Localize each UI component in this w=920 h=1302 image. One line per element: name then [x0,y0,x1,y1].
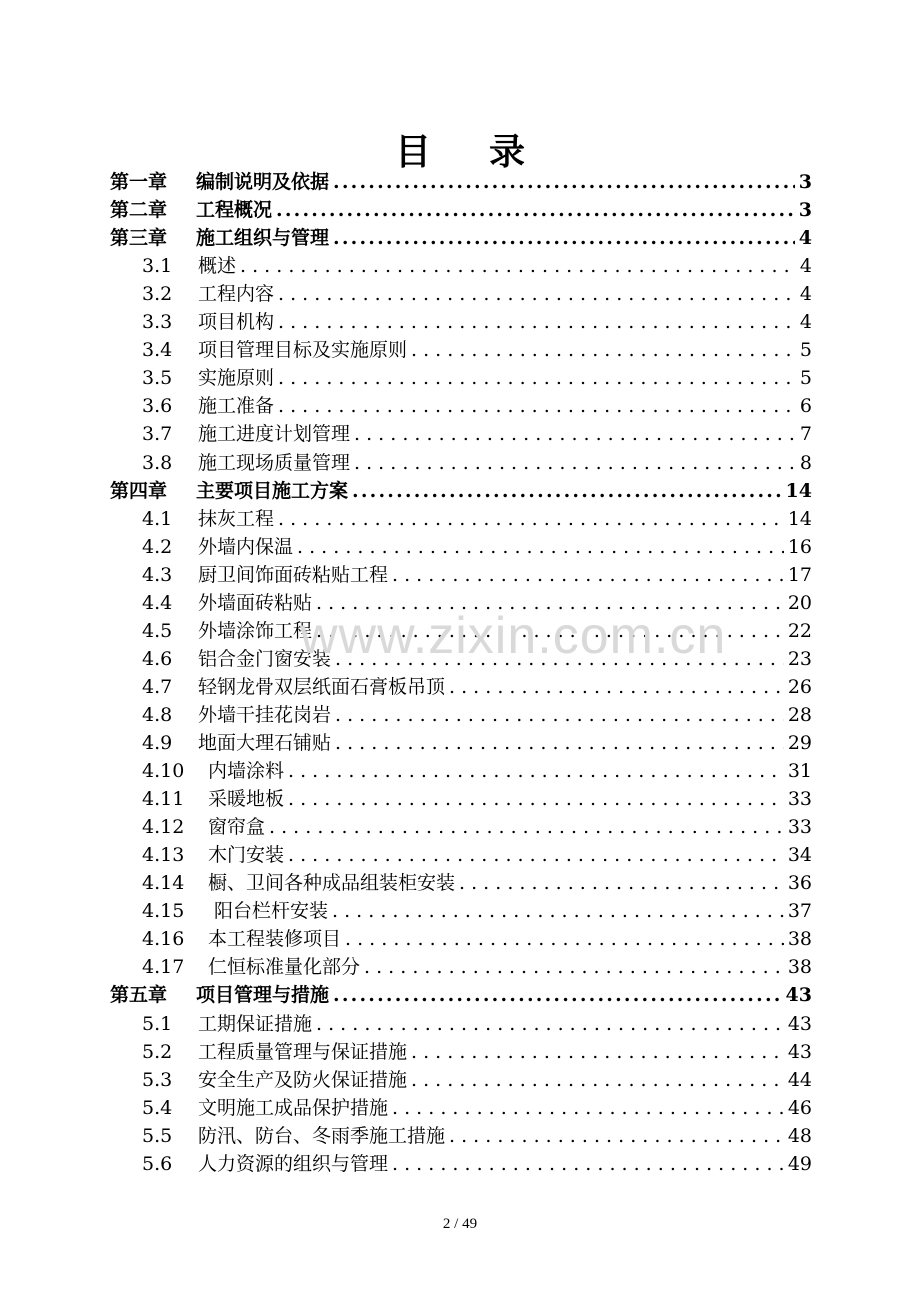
entry-page-number: 38 [787,956,812,979]
entry-number: 4.13 [142,844,185,867]
toc-section-entry[interactable] [142,925,812,953]
entry-label: 轻钢龙骨双层纸面石膏板吊顶 [198,675,446,698]
entry-page-number: 37 [787,900,812,923]
dot-leader [316,1010,784,1038]
entry-page-number: 36 [787,872,812,895]
entry-number: 3.2 [142,283,173,306]
entry-page-number: 49 [787,1152,812,1175]
toc-section-entry[interactable] [142,392,812,420]
entry-page-number: 38 [787,928,812,951]
entry-page-number: 22 [787,619,812,642]
toc-section-entry[interactable] [142,336,812,364]
dot-leader [288,785,784,813]
entry-number: 4.7 [142,675,173,698]
entry-page-number: 4 [799,311,812,334]
entry-number: 3.5 [142,367,173,390]
entry-label: 主要项目施工方案 [196,479,349,502]
entry-number: 4.4 [142,591,173,614]
toc-section-entry[interactable] [142,813,812,841]
toc-section-entry[interactable] [142,533,812,561]
entry-page-number: 17 [787,563,812,586]
dot-leader [354,449,796,477]
entry-page-number: 29 [787,732,812,754]
dot-leader [392,561,784,589]
entry-page-number: 43 [787,1040,812,1063]
entry-number: 3.6 [142,395,173,418]
entry-label: 实施原则 [198,367,275,390]
dot-leader [392,1094,784,1122]
toc-chapter-entry[interactable] [110,196,812,224]
entry-number: 4.3 [142,563,173,586]
entry-number: 4.16 [142,928,185,951]
entry-page-number: 16 [787,535,812,558]
toc-section-entry[interactable] [142,673,812,701]
toc-section-entry[interactable] [142,841,812,869]
entry-page-number: 14 [785,479,812,502]
toc-section-entry[interactable] [142,449,812,477]
entry-label: 阳台栏杆安装 [214,900,329,923]
entry-label: 橱、卫间各种成品组装柜安装 [208,872,456,895]
toc-section-entry[interactable] [142,729,812,757]
toc-section-entry[interactable] [142,645,812,673]
entry-number: 4.2 [142,535,173,558]
dot-leader [278,392,796,420]
entry-label: 厨卫间饰面砖粘贴工程 [198,563,389,586]
entry-page-number: 4 [799,255,812,278]
dot-leader [240,252,796,280]
entry-label: 防汛、防台、冬雨季施工措施 [198,1124,446,1147]
dot-leader [333,168,795,196]
toc-section-entry[interactable] [142,420,812,448]
dot-leader [335,729,784,757]
toc-section-entry[interactable] [142,364,812,392]
dot-leader [316,589,784,617]
entry-label: 工程内容 [198,283,275,306]
entry-page-number: 7 [799,423,812,446]
entry-page-number: 3 [798,171,812,193]
entry-number: 4.17 [142,956,185,979]
dot-leader [345,925,784,953]
toc-section-entry[interactable] [142,1122,812,1150]
entry-page-number: 43 [785,984,812,1007]
entry-label: 人力资源的组织与管理 [198,1152,389,1175]
dot-leader [352,477,782,505]
entry-number: 5.4 [142,1096,173,1119]
entry-label: 木门安装 [208,844,285,867]
toc-section-entry[interactable] [142,617,812,645]
entry-number: 第三章 [110,227,168,250]
entry-number: 3.3 [142,311,173,334]
toc-title-left: 目 [394,131,431,173]
toc-title-right: 录 [489,131,526,173]
entry-page-number: 6 [799,395,812,418]
toc-section-entry[interactable] [142,1010,812,1038]
entry-page-number: 20 [787,591,812,614]
entry-page-number: 46 [787,1096,812,1119]
toc-section-entry[interactable] [142,953,812,981]
toc-chapter-entry[interactable] [110,224,812,252]
entry-number: 4.1 [142,507,173,530]
entry-label: 工期保证措施 [198,1012,313,1035]
dot-leader [411,336,796,364]
entry-page-number: 14 [787,507,812,530]
entry-label: 编制说明及依据 [196,171,330,193]
entry-label: 外墙内保温 [198,535,294,558]
entry-label: 抹灰工程 [198,507,275,530]
dot-leader [459,869,784,897]
entry-number: 3.1 [142,255,173,278]
entry-label: 施工进度计划管理 [198,423,351,446]
toc-section-entry[interactable] [142,701,812,729]
entry-number: 4.8 [142,703,173,726]
entry-label: 施工准备 [198,395,275,418]
entry-page-number: 44 [787,1068,812,1091]
dot-leader [278,308,796,336]
entry-label: 本工程装修项目 [208,928,342,951]
entry-page-number: 5 [799,367,812,390]
entry-number: 5.5 [142,1124,173,1147]
entry-label: 施工组织与管理 [196,227,330,250]
dot-leader [411,1066,784,1094]
dot-leader [411,1038,784,1066]
entry-label: 工程质量管理与保证措施 [198,1040,408,1063]
dot-leader [288,757,784,785]
dot-leader [269,813,784,841]
entry-label: 采暖地板 [208,788,285,811]
entry-number: 4.6 [142,647,173,670]
entry-label: 铝合金门窗安装 [198,647,332,670]
entry-number: 3.4 [142,339,173,362]
entry-number: 3.8 [142,451,173,474]
entry-number: 4.12 [142,816,185,839]
entry-number: 5.1 [142,1012,173,1035]
dot-leader [278,364,796,392]
entry-page-number: 26 [787,675,812,698]
dot-leader [288,841,784,869]
toc-section-entry[interactable] [142,869,812,897]
toc-chapter-entry[interactable] [110,477,812,505]
toc-section-entry[interactable] [142,505,812,533]
toc-section-entry[interactable] [142,1094,812,1122]
toc-section-entry[interactable] [142,1150,812,1178]
dot-leader [278,280,796,308]
entry-label: 施工现场质量管理 [198,451,351,474]
entry-number: 4.14 [142,872,185,895]
entry-label: 安全生产及防火保证措施 [198,1068,408,1091]
entry-number: 4.10 [142,760,185,783]
toc-section-entry[interactable] [142,1066,812,1094]
watermark: www.zixin.com.cn [300,607,727,665]
entry-page-number: 5 [799,339,812,362]
entry-number: 第五章 [110,984,168,1007]
entry-page-number: 43 [787,1012,812,1035]
toc-section-entry[interactable] [142,589,812,617]
dot-leader [332,897,784,925]
toc-chapter-entry[interactable] [110,168,812,196]
entry-label: 窗帘盒 [208,816,266,839]
toc-section-entry[interactable] [142,757,812,785]
toc-section-entry[interactable] [142,785,812,813]
dot-leader [333,224,795,252]
dot-leader [297,533,784,561]
dot-leader [335,701,784,729]
entry-label: 外墙面砖粘贴 [198,591,313,614]
entry-label: 外墙涂饰工程 [198,619,313,642]
entry-number: 4.11 [142,788,185,811]
entry-page-number: 28 [787,703,812,726]
entry-label: 外墙干挂花岗岩 [198,703,332,726]
dot-leader [316,617,784,645]
entry-label: 项目管理与措施 [196,984,330,1007]
toc-chapter-entry[interactable] [110,981,812,1009]
entry-label: 工程概况 [196,199,273,222]
entry-page-number: 34 [787,844,812,867]
dot-leader [333,981,782,1009]
dot-leader [276,196,795,224]
entry-label: 仁恒标准量化部分 [208,956,361,979]
entry-page-number: 23 [787,647,812,670]
entry-label: 项目管理目标及实施原则 [198,339,408,362]
entry-label: 项目机构 [198,311,275,334]
entry-number: 4.9 [142,732,173,754]
entry-page-number: 33 [787,816,812,839]
toc-section-entry[interactable] [142,280,812,308]
entry-number: 第二章 [110,199,168,222]
entry-number: 5.2 [142,1040,173,1063]
entry-number: 5.6 [142,1152,173,1175]
entry-page-number: 3 [798,199,812,222]
entry-label: 文明施工成品保护措施 [198,1096,389,1119]
toc-section-entry[interactable] [142,1038,812,1066]
dot-leader [354,420,796,448]
entry-number: 3.7 [142,423,173,446]
entry-number: 第一章 [110,171,168,193]
entry-page-number: 31 [787,760,812,783]
entry-label: 概述 [198,255,237,278]
dot-leader [449,673,784,701]
entry-page-number: 33 [787,788,812,811]
dot-leader [335,645,784,673]
entry-number: 5.3 [142,1068,173,1091]
dot-leader [364,953,784,981]
entry-page-number: 4 [799,283,812,306]
entry-number: 4.15 [142,900,185,923]
entry-label: 内墙涂料 [208,760,285,783]
dot-leader [392,1150,784,1178]
dot-leader [449,1122,784,1150]
toc-section-entry[interactable] [142,561,812,589]
entry-page-number: 8 [799,451,812,474]
entry-number: 4.5 [142,619,173,642]
page-indicator: 2 / 49 [442,1216,478,1232]
toc-section-entry[interactable] [142,897,812,925]
entry-number: 第四章 [110,479,168,502]
entry-label: 地面大理石铺贴 [198,732,332,754]
entry-page-number: 48 [787,1124,812,1147]
toc-section-entry[interactable] [142,252,812,280]
toc-section-entry[interactable] [142,308,812,336]
entry-page-number: 4 [798,227,812,250]
dot-leader [278,505,784,533]
